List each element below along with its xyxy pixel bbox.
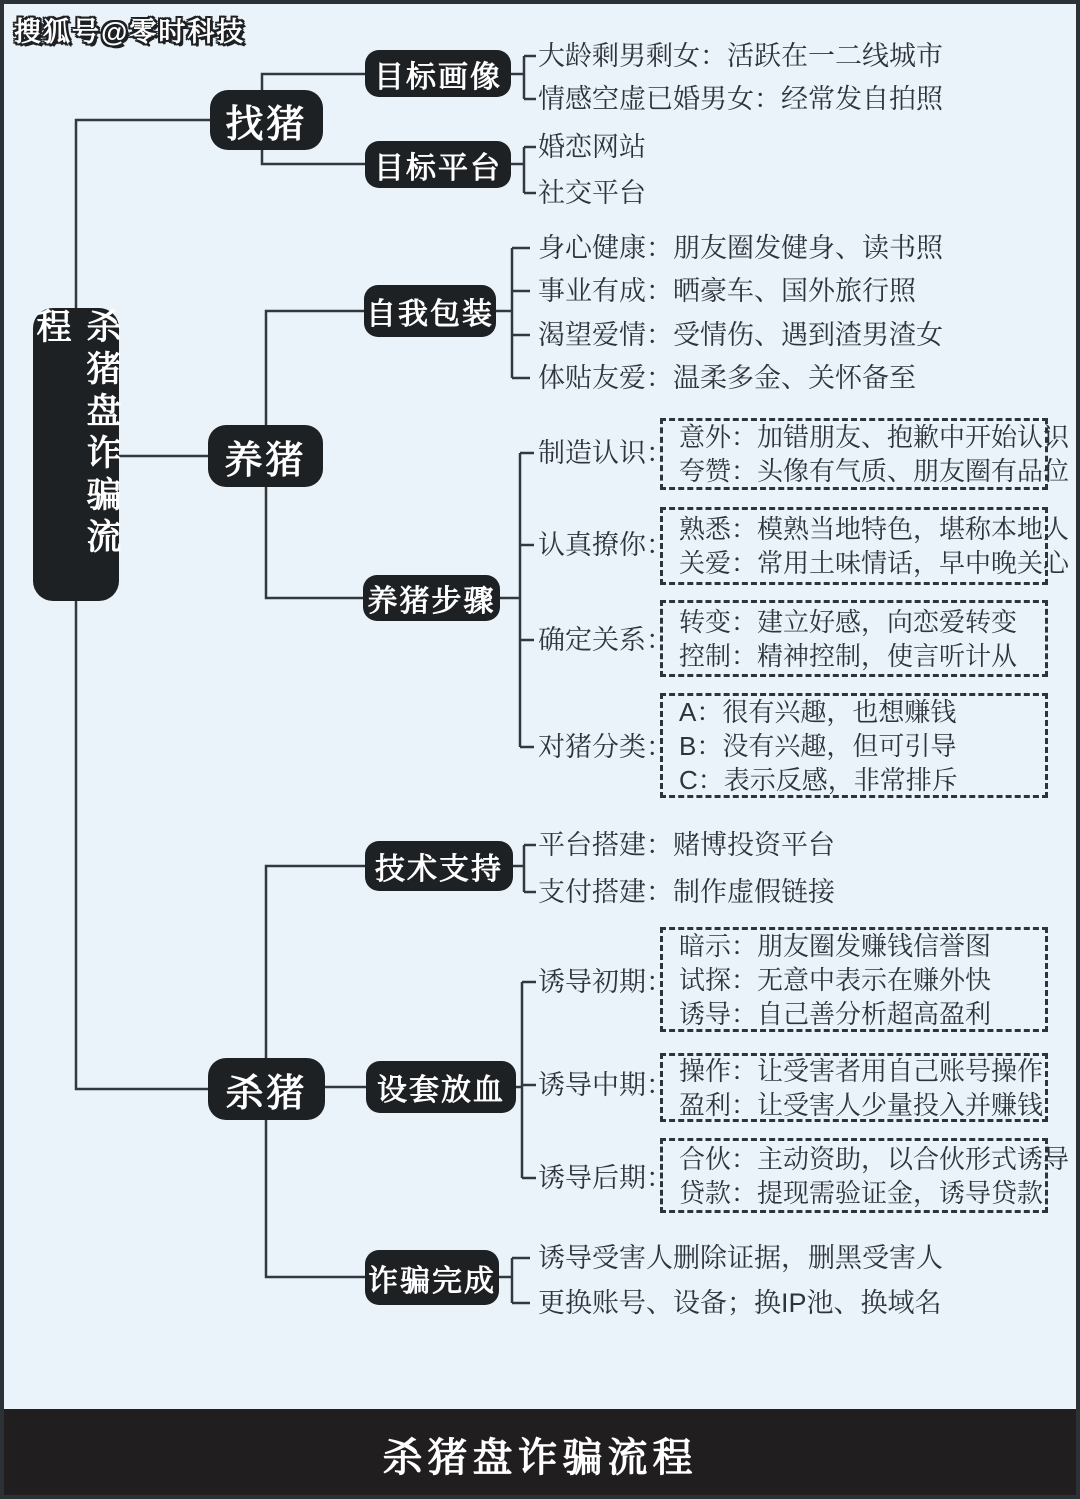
node-fraud-complete: 诈骗完成 bbox=[365, 1250, 499, 1305]
leaf-item: 大龄剩男剩女：活跃在一二线城市 bbox=[538, 41, 943, 71]
leaf-item: 支付搭建：制作虚假链接 bbox=[538, 877, 835, 907]
node-tech-support: 技术支持 bbox=[365, 841, 513, 891]
leaf-item: 社交平台 bbox=[538, 178, 646, 208]
row-label: 确定关系： bbox=[538, 625, 673, 655]
branch-node-kill-pig: 杀猪 bbox=[208, 1058, 325, 1120]
box-line: 操作：让受害者用自己账号操作 bbox=[679, 1055, 1044, 1086]
node-target-portrait: 目标画像 bbox=[365, 50, 511, 97]
box-line: 夸赞：头像有气质、朋友圈有品位 bbox=[679, 456, 1070, 486]
dashed-group-box bbox=[660, 1053, 1048, 1122]
leaf-item: 婚恋网站 bbox=[538, 132, 646, 162]
leaf-item: 诱导受害人删除证据，删黑受害人 bbox=[538, 1243, 943, 1273]
box-line: A：很有兴趣，也想赚钱 bbox=[679, 696, 957, 727]
leaf-item: 身心健康：朋友圈发健身、读书照 bbox=[538, 233, 943, 263]
dashed-group-box bbox=[660, 927, 1048, 1032]
footer-title-bar bbox=[0, 1409, 1080, 1499]
box-line: 熟悉：模熟当地特色，堪称本地人 bbox=[679, 514, 1070, 544]
box-line: 控制：精神控制，使言听计从 bbox=[679, 640, 1018, 671]
leaf-item: 情感空虚已婚男女：经常发自拍照 bbox=[538, 84, 943, 114]
row-label: 对猪分类： bbox=[538, 732, 673, 762]
footer-title: 杀猪盘诈骗流程 bbox=[382, 1435, 698, 1480]
node-raising-steps: 养猪步骤 bbox=[363, 575, 500, 621]
dashed-group-box bbox=[660, 600, 1048, 677]
box-line: 诱导：自己善分析超高盈利 bbox=[679, 998, 992, 1029]
row-label: 制造认识： bbox=[538, 438, 673, 468]
dashed-group-box bbox=[660, 1138, 1070, 1213]
box-line: 关爱：常用土味情话，早中晚关心 bbox=[679, 548, 1070, 578]
watermark-text: 搜狐号@零时科技 bbox=[14, 17, 246, 47]
leaf-item: 事业有成：晒豪车、国外旅行照 bbox=[538, 276, 916, 306]
box-line: 意外：加错朋友、抱歉中开始认识 bbox=[679, 422, 1070, 452]
branch-node-raise-pig: 养猪 bbox=[208, 425, 323, 487]
box-line: 盈利：让受害人少量投入并赚钱 bbox=[679, 1089, 1044, 1120]
dashed-group-box bbox=[660, 507, 1070, 585]
box-line: 转变：建立好感，向恋爱转变 bbox=[679, 606, 1018, 637]
node-set-trap: 设套放血 bbox=[366, 1061, 516, 1113]
box-line: C：表示反感，非常排斥 bbox=[679, 764, 958, 795]
node-self-packaging: 自我包装 bbox=[364, 285, 496, 337]
box-line: B：没有兴趣，但可引导 bbox=[679, 730, 957, 761]
root-node: 杀猪盘诈骗流程 bbox=[33, 308, 119, 601]
row-label: 诱导中期： bbox=[538, 1070, 673, 1100]
leaf-item: 体贴友爱：温柔多金、关怀备至 bbox=[538, 363, 916, 393]
leaf-item: 渴望爱情：受情伤、遇到渣男渣女 bbox=[538, 320, 943, 350]
leaf-item: 平台搭建：赌博投资平台 bbox=[538, 830, 835, 860]
box-line: 暗示：朋友圈发赚钱信誉图 bbox=[679, 930, 992, 961]
dashed-group-box bbox=[660, 693, 1048, 798]
branch-node-find-pig: 找猪 bbox=[210, 90, 323, 150]
box-line: 贷款：提现需验证金，诱导贷款 bbox=[679, 1177, 1044, 1208]
box-line: 试探：无意中表示在赚外快 bbox=[679, 964, 992, 995]
row-label: 诱导后期： bbox=[538, 1163, 673, 1193]
leaf-item: 更换账号、设备；换IP池、换域名 bbox=[538, 1288, 942, 1318]
dashed-group-box bbox=[660, 418, 1070, 490]
row-label: 诱导初期： bbox=[538, 967, 673, 997]
row-label: 认真撩你： bbox=[538, 530, 673, 560]
box-line: 合伙：主动资助，以合伙形式诱导 bbox=[679, 1143, 1070, 1174]
node-target-platform: 目标平台 bbox=[365, 141, 511, 188]
